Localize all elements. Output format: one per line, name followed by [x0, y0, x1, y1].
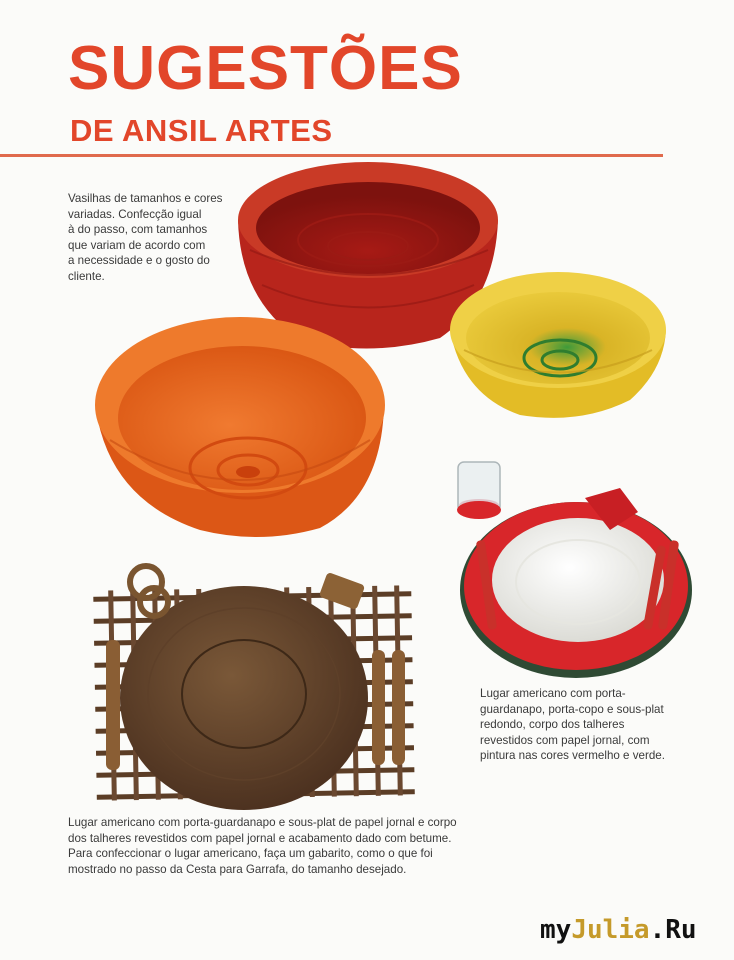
- page-title: SUGESTÕES: [68, 34, 463, 103]
- caption-brown-placemat: Lugar americano com porta-guardanapo e sous-plat de papel jornal e corpo dos talheres revestidos com papel jornal e acabamento dado com betume. Para confeccionar o lugar americano, faça um gabarito, como o que foi mostrado no passo da Cesta para Garrafa, do tamanho desejado.: [68, 816, 457, 876]
- orange-bowl-photo: [95, 317, 385, 537]
- red-placemat-photo: [457, 462, 692, 678]
- caption-red-placemat: Lugar americano com porta- guardanapo, porta-copo e sous-plat redondo, corpo dos talheres revestidos com papel jornal, com pintura nas cores vermelho e verde.: [480, 687, 665, 763]
- brown-placemat-photo: [93, 566, 415, 810]
- caption-bowls: Vasilhas de tamanhos e cores variadas. Confecção igual à do passo, com tamanhos que variam de acordo com a necessidade e o gosto do cliente.: [68, 192, 223, 283]
- page-subtitle: DE ANSIL ARTES: [70, 113, 333, 148]
- site-watermark: [540, 915, 697, 945]
- watermark-part-julia: Julia: [571, 915, 650, 945]
- yellow-bowl-photo: [450, 272, 666, 418]
- watermark-part-ru: .Ru: [649, 915, 697, 945]
- watermark-part-my: my: [540, 915, 572, 945]
